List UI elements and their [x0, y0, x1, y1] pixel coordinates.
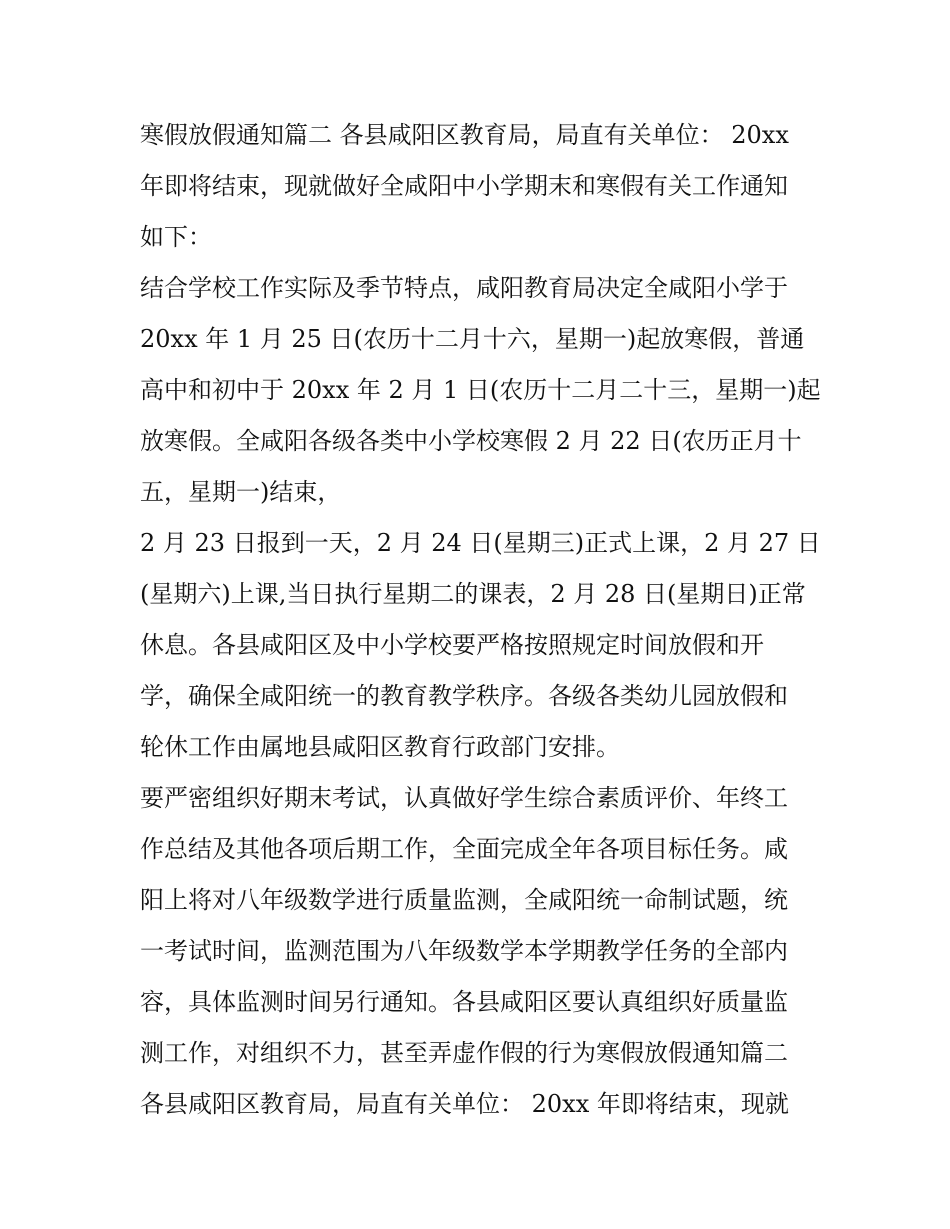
- text-line: 容，具体监测时间另行通知。各县咸阳区要认真组织好质量监: [140, 988, 788, 1016]
- text-line: 各县咸阳区教育局，局直有关单位： 20xx 年即将结束，现就: [140, 1090, 789, 1118]
- text-line: 20xx 年 1 月 25 日(农历十二月十六，星期一)起放寒假，普通: [140, 325, 805, 353]
- text-line: 休息。各县咸阳区及中小学校要严格按照规定时间放假和开: [140, 631, 764, 659]
- text-line: 放寒假。全咸阳各级各类中小学校寒假 2 月 22 日(农历正月十: [140, 427, 802, 455]
- document-body: [140, 110, 820, 1130]
- text-line: 作总结及其他各项后期工作，全面完成全年各项目标任务。咸: [140, 835, 788, 863]
- text-line: (星期六)上课,当日执行星期二的课表，2 月 28 日(星期日)正常: [140, 580, 806, 608]
- text-line: 要严密组织好期末考试，认真做好学生综合素质评价、年终工: [140, 784, 788, 812]
- text-line: 寒假放假通知篇二 各县咸阳区教育局，局直有关单位： 20xx: [140, 121, 789, 149]
- text-line: 结合学校工作实际及季节特点，咸阳教育局决定全咸阳小学于: [140, 274, 788, 302]
- text-line: 五，星期一)结束，: [140, 478, 342, 506]
- text-line: 轮休工作由属地县咸阳区教育行政部门安排。: [140, 733, 620, 761]
- text-line: 一考试时间，监测范围为八年级数学本学期教学任务的全部内: [140, 937, 788, 965]
- text-line: 测工作，对组织不力，甚至弄虚作假的行为寒假放假通知篇二: [140, 1039, 788, 1067]
- text-line: 高中和初中于 20xx 年 2 月 1 日(农历十二月二十三，星期一)起: [140, 376, 821, 404]
- text-line: 年即将结束，现就做好全咸阳中小学期末和寒假有关工作通知: [140, 172, 788, 200]
- text-line: 如下：: [140, 223, 212, 251]
- text-line: 2 月 23 日报到一天，2 月 24 日(星期三)正式上课，2 月 27 日: [140, 529, 821, 557]
- text-line: 学，确保全咸阳统一的教育教学秩序。各级各类幼儿园放假和: [140, 682, 788, 710]
- text-line: 阳上将对八年级数学进行质量监测，全咸阳统一命制试题，统: [140, 886, 788, 914]
